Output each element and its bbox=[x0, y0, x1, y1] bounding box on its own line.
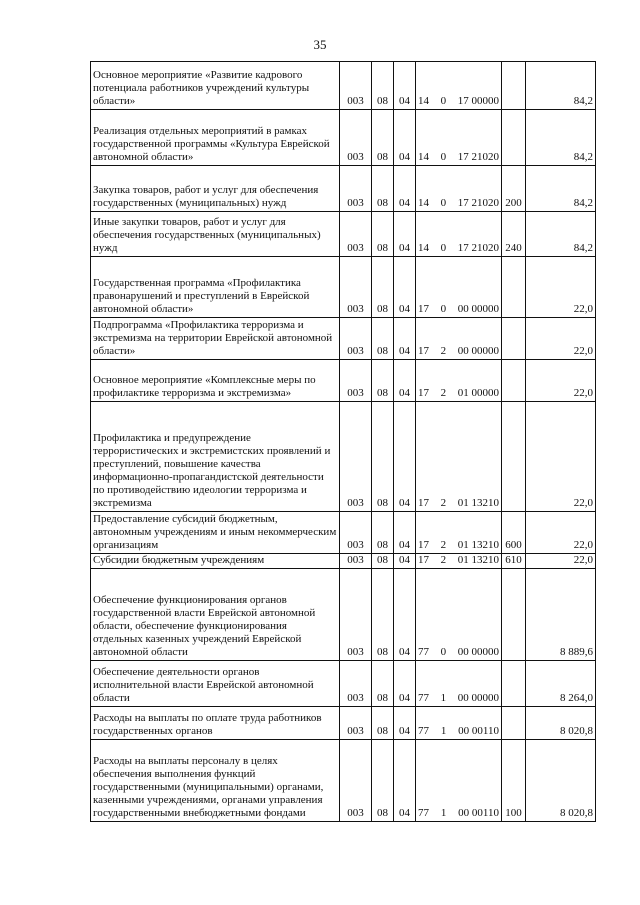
table-row bbox=[91, 402, 596, 512]
expense-name-cell: Основное мероприятие «Комплексные меры по профилактике терроризма и экстремизма» bbox=[91, 360, 340, 402]
table-row bbox=[91, 360, 596, 402]
expense-type-cell bbox=[502, 402, 526, 512]
target-article-code bbox=[418, 95, 499, 108]
subsection-code-cell: 04 bbox=[394, 257, 416, 318]
expense-name-cell: Обеспечение деятельности органов исполнительной власти Еврейской автономной области bbox=[91, 661, 340, 707]
subsection-code-cell: 04 bbox=[394, 318, 416, 360]
subsection-code-cell: 04 bbox=[394, 569, 416, 661]
expense-type-cell: 610 bbox=[502, 554, 526, 569]
subsection-code-cell: 04 bbox=[394, 166, 416, 212]
amount-cell: 84,2 bbox=[526, 110, 596, 166]
target-article-direction: 17 00000 bbox=[457, 95, 499, 107]
target-article-code bbox=[418, 554, 499, 567]
target-article-direction: 00 00110 bbox=[458, 807, 499, 819]
target-article-direction: 00 00000 bbox=[457, 646, 499, 658]
target-article-cell bbox=[416, 212, 502, 257]
expense-name-cell: Расходы на выплаты по оплате труда работников государственных органов bbox=[91, 707, 340, 740]
ministry-code-cell: 003 bbox=[340, 257, 372, 318]
target-article-direction: 01 13210 bbox=[457, 554, 499, 566]
subsection-code-cell: 04 bbox=[394, 554, 416, 569]
target-article-direction: 01 13210 bbox=[457, 539, 499, 551]
section-code-cell: 08 bbox=[372, 707, 394, 740]
target-article-subprogram: 2 bbox=[440, 554, 447, 566]
target-article-program: 17 bbox=[418, 303, 429, 315]
expense-type-cell: 100 bbox=[502, 740, 526, 822]
amount-cell: 84,2 bbox=[526, 166, 596, 212]
target-article-direction: 01 00000 bbox=[457, 387, 499, 399]
ministry-code-cell: 003 bbox=[340, 512, 372, 554]
target-article-direction: 00 00110 bbox=[458, 725, 499, 737]
target-article-cell bbox=[416, 257, 502, 318]
expense-name-cell: Предоставление субсидий бюджетным, автономным учреждениям и иным некоммерческим организациям bbox=[91, 512, 340, 554]
subsection-code-cell: 04 bbox=[394, 512, 416, 554]
subsection-code-cell: 04 bbox=[394, 212, 416, 257]
subsection-code-cell: 04 bbox=[394, 402, 416, 512]
target-article-code bbox=[418, 242, 499, 255]
ministry-code-cell: 003 bbox=[340, 212, 372, 257]
ministry-code-cell: 003 bbox=[340, 707, 372, 740]
subsection-code-cell: 04 bbox=[394, 62, 416, 110]
target-article-subprogram: 1 bbox=[440, 725, 447, 737]
table-row bbox=[91, 554, 596, 569]
expense-name-cell: Реализация отдельных мероприятий в рамках государственной программы «Культура Еврейской автономной области» bbox=[91, 110, 340, 166]
expense-name-cell: Иные закупки товаров, работ и услуг для обеспечения государственных (муниципальных) нужд bbox=[91, 212, 340, 257]
expense-type-cell bbox=[502, 569, 526, 661]
expense-name-cell: Государственная программа «Профилактика правонарушений и преступлений в Еврейской автономной области» bbox=[91, 257, 340, 318]
amount-cell: 22,0 bbox=[526, 554, 596, 569]
target-article-subprogram: 0 bbox=[440, 242, 447, 254]
ministry-code-cell: 003 bbox=[340, 402, 372, 512]
target-article-subprogram: 0 bbox=[440, 151, 447, 163]
target-article-direction: 00 00000 bbox=[457, 692, 499, 704]
table-row bbox=[91, 166, 596, 212]
target-article-code bbox=[418, 692, 499, 705]
target-article-program: 14 bbox=[418, 197, 429, 209]
subsection-code-cell: 04 bbox=[394, 360, 416, 402]
table-row bbox=[91, 661, 596, 707]
target-article-subprogram: 1 bbox=[440, 807, 447, 819]
target-article-code bbox=[418, 807, 499, 820]
ministry-code-cell: 003 bbox=[340, 318, 372, 360]
table-row bbox=[91, 110, 596, 166]
expense-name-cell: Подпрограмма «Профилактика терроризма и экстремизма на территории Еврейской автономной области» bbox=[91, 318, 340, 360]
target-article-cell bbox=[416, 512, 502, 554]
target-article-program: 17 bbox=[418, 539, 429, 551]
subsection-code-cell: 04 bbox=[394, 707, 416, 740]
target-article-cell bbox=[416, 62, 502, 110]
table-row bbox=[91, 257, 596, 318]
target-article-direction: 17 21020 bbox=[457, 242, 499, 254]
ministry-code-cell: 003 bbox=[340, 62, 372, 110]
section-code-cell: 08 bbox=[372, 212, 394, 257]
table-row bbox=[91, 707, 596, 740]
target-article-code bbox=[418, 539, 499, 552]
amount-cell: 8 264,0 bbox=[526, 661, 596, 707]
section-code-cell: 08 bbox=[372, 740, 394, 822]
target-article-code bbox=[418, 646, 499, 659]
target-article-subprogram: 2 bbox=[440, 345, 447, 357]
amount-cell: 8 020,8 bbox=[526, 707, 596, 740]
target-article-code bbox=[418, 497, 499, 510]
section-code-cell: 08 bbox=[372, 62, 394, 110]
target-article-cell bbox=[416, 166, 502, 212]
target-article-direction: 17 21020 bbox=[457, 151, 499, 163]
target-article-cell bbox=[416, 110, 502, 166]
target-article-code bbox=[418, 303, 499, 316]
expense-type-cell: 600 bbox=[502, 512, 526, 554]
target-article-program: 77 bbox=[418, 646, 429, 658]
target-article-cell bbox=[416, 402, 502, 512]
section-code-cell: 08 bbox=[372, 166, 394, 212]
target-article-subprogram: 0 bbox=[440, 303, 447, 315]
target-article-subprogram: 2 bbox=[440, 539, 447, 551]
section-code-cell: 08 bbox=[372, 661, 394, 707]
expense-name-cell: Профилактика и предупреждение террористических и экстремистских проявлений и преступлений, повышение качества информационно-пропагандистской деятельности по противодействию идеологии терроризма и экстремизма bbox=[91, 402, 340, 512]
section-code-cell: 08 bbox=[372, 554, 394, 569]
amount-cell: 22,0 bbox=[526, 360, 596, 402]
amount-cell: 22,0 bbox=[526, 318, 596, 360]
expense-type-cell bbox=[502, 257, 526, 318]
target-article-code bbox=[418, 725, 499, 738]
expense-name-cell: Расходы на выплаты персоналу в целях обеспечения выполнения функций государственными (муниципальными) органами, казенными учреждениями, органами управления государственными внебюджетными фондами bbox=[91, 740, 340, 822]
target-article-cell bbox=[416, 707, 502, 740]
ministry-code-cell: 003 bbox=[340, 569, 372, 661]
target-article-program: 14 bbox=[418, 95, 429, 107]
expense-type-cell bbox=[502, 62, 526, 110]
target-article-program: 17 bbox=[418, 387, 429, 399]
expense-name-cell: Субсидии бюджетным учреждениям bbox=[91, 554, 340, 569]
section-code-cell: 08 bbox=[372, 402, 394, 512]
expense-type-cell bbox=[502, 318, 526, 360]
table-row bbox=[91, 512, 596, 554]
amount-cell: 84,2 bbox=[526, 62, 596, 110]
amount-cell: 22,0 bbox=[526, 257, 596, 318]
expense-type-cell bbox=[502, 110, 526, 166]
amount-cell: 8 889,6 bbox=[526, 569, 596, 661]
section-code-cell: 08 bbox=[372, 257, 394, 318]
target-article-code bbox=[418, 197, 499, 210]
expense-type-cell bbox=[502, 360, 526, 402]
amount-cell: 22,0 bbox=[526, 402, 596, 512]
target-article-cell bbox=[416, 569, 502, 661]
section-code-cell: 08 bbox=[372, 512, 394, 554]
target-article-cell bbox=[416, 554, 502, 569]
amount-cell: 8 020,8 bbox=[526, 740, 596, 822]
target-article-subprogram: 0 bbox=[440, 197, 447, 209]
target-article-program: 17 bbox=[418, 554, 429, 566]
target-article-direction: 00 00000 bbox=[457, 345, 499, 357]
expense-name-cell: Закупка товаров, работ и услуг для обеспечения государственных (муниципальных) нужд bbox=[91, 166, 340, 212]
subsection-code-cell: 04 bbox=[394, 740, 416, 822]
subsection-code-cell: 04 bbox=[394, 661, 416, 707]
ministry-code-cell: 003 bbox=[340, 740, 372, 822]
expense-type-cell: 200 bbox=[502, 166, 526, 212]
target-article-cell bbox=[416, 661, 502, 707]
target-article-subprogram: 1 bbox=[440, 692, 447, 704]
target-article-program: 77 bbox=[418, 725, 429, 737]
target-article-cell bbox=[416, 740, 502, 822]
target-article-program: 17 bbox=[418, 497, 429, 509]
target-article-code bbox=[418, 151, 499, 164]
target-article-code bbox=[418, 345, 499, 358]
expense-type-cell: 240 bbox=[502, 212, 526, 257]
page-number: 35 bbox=[313, 37, 327, 52]
target-article-subprogram: 0 bbox=[440, 95, 447, 107]
target-article-subprogram: 2 bbox=[440, 497, 447, 509]
section-code-cell: 08 bbox=[372, 318, 394, 360]
table-row bbox=[91, 62, 596, 110]
expense-name-cell: Обеспечение функционирования органов государственной власти Еврейской автономной области, обеспечение функционирования отдельных казенных учреждений Еврейской автономной области bbox=[91, 569, 340, 661]
table-row bbox=[91, 212, 596, 257]
target-article-cell bbox=[416, 360, 502, 402]
target-article-program: 14 bbox=[418, 242, 429, 254]
expense-name-cell: Основное мероприятие «Развитие кадрового потенциала работников учреждений культуры области» bbox=[91, 62, 340, 110]
ministry-code-cell: 003 bbox=[340, 110, 372, 166]
amount-cell: 84,2 bbox=[526, 212, 596, 257]
target-article-cell bbox=[416, 318, 502, 360]
target-article-direction: 00 00000 bbox=[457, 303, 499, 315]
budget-table-body bbox=[91, 62, 596, 822]
table-row bbox=[91, 740, 596, 822]
table-row bbox=[91, 318, 596, 360]
target-article-subprogram: 0 bbox=[440, 646, 447, 658]
target-article-subprogram: 2 bbox=[440, 387, 447, 399]
section-code-cell: 08 bbox=[372, 569, 394, 661]
expense-type-cell bbox=[502, 661, 526, 707]
budget-table bbox=[90, 61, 596, 822]
target-article-direction: 17 21020 bbox=[457, 197, 499, 209]
section-code-cell: 08 bbox=[372, 360, 394, 402]
amount-cell: 22,0 bbox=[526, 512, 596, 554]
subsection-code-cell: 04 bbox=[394, 110, 416, 166]
ministry-code-cell: 003 bbox=[340, 554, 372, 569]
table-row bbox=[91, 569, 596, 661]
target-article-program: 77 bbox=[418, 692, 429, 704]
expense-type-cell bbox=[502, 707, 526, 740]
ministry-code-cell: 003 bbox=[340, 166, 372, 212]
target-article-direction: 01 13210 bbox=[457, 497, 499, 509]
target-article-code bbox=[418, 387, 499, 400]
target-article-program: 17 bbox=[418, 345, 429, 357]
target-article-program: 77 bbox=[418, 807, 429, 819]
section-code-cell: 08 bbox=[372, 110, 394, 166]
ministry-code-cell: 003 bbox=[340, 661, 372, 707]
ministry-code-cell: 003 bbox=[340, 360, 372, 402]
target-article-program: 14 bbox=[418, 151, 429, 163]
